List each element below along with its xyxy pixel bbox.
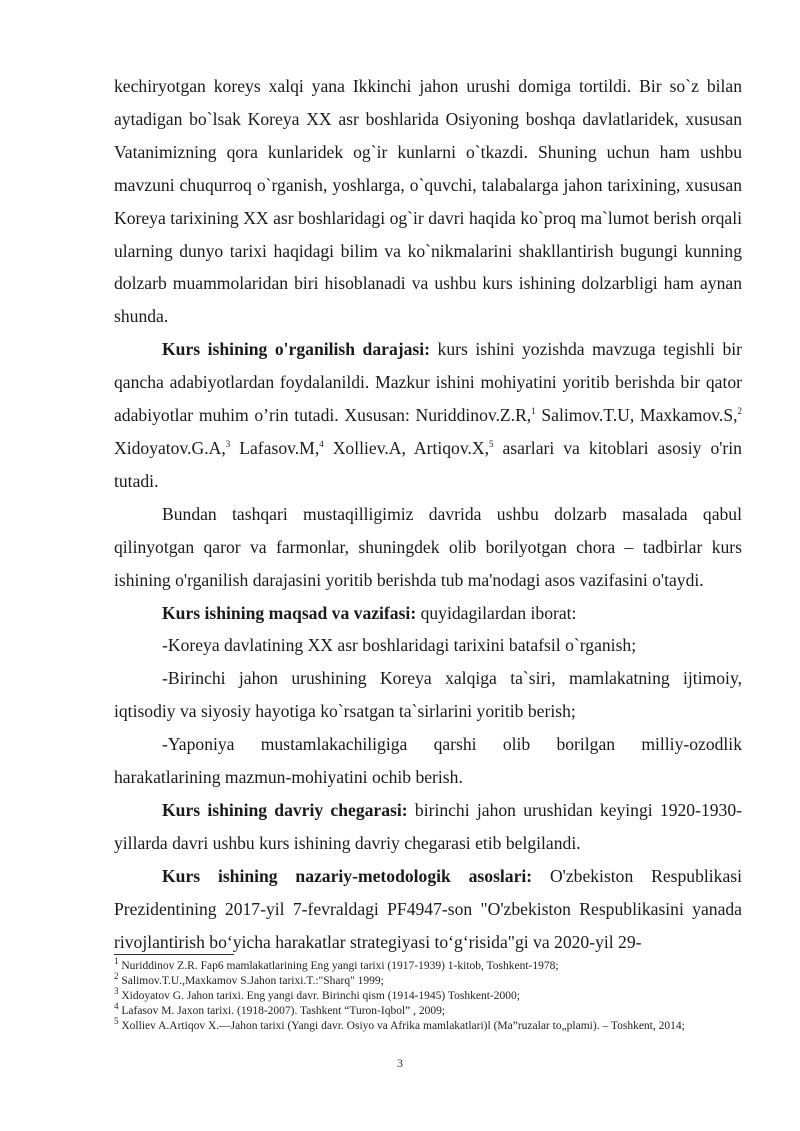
goal-item-3: -Yaponiya mustamlakachiligiga qarshi olib borilgan milliy-ozodlik harakatlarining mazmun-mohiyatini ochib berish.: [114, 734, 742, 788]
footnote: $^1$ Nuriddinov Z.R. Fap6 mamlakatlarining Eng yangi tarixi (1917-1939) 1-kitob, Toshkent-1978;: [114, 956, 559, 972]
page-number: 3: [397, 1056, 403, 1070]
footnote-separator: [114, 954, 234, 955]
heading-study-level: Kurs ishining o'rganilish darajasi:: [162, 339, 430, 360]
paragraph-relevance: kechiryotgan koreys xalqi yana Ikkinchi jahon urushi domiga tortildi. Bir so`z bilan aytadigan bo`lsak Koreya XX asr boshlarida Osiyoning boshqa davlatlaridek, xususan Vatanimizning qora kunlaridek og`ir kunlarni o`tkazdi. Shuning uchun ham ushbu mavzuni chuqurroq o`rganish, yoshlarga, o`quvchi, talabalarga jahon tarixining, xususan Koreya tarixining XX asr boshlaridagi og`ir davri haqida ko`proq ma`lumot berish orqali ularning dunyo tarixi haqidagi bilim va ko`nikmalarini shakllantirish bugungi kunning dolzarb muammolaridan biri hisoblanadi va ushbu kurs ishining dolzarbligi ham aynan shunda.: [114, 76, 742, 327]
heading-goals: Kurs ishining maqsad va vazifasi:: [162, 602, 417, 623]
goal-item-2: -Birinchi jahon urushining Koreya xalqiga ta`siri, mamlakatning ijtimoiy, iqtisodiy va siyosiy hayotiga ko`rsatgan ta`sirlarini yoritib berish;: [114, 668, 742, 722]
footnote-ref-3: 3: [225, 439, 231, 450]
footnote-ref-5: 5: [488, 439, 494, 450]
paragraph-methodology: Kurs ishining nazariy-metodologik asoslari: O'zbekiston Respublikasi Prezidentining 2017-yil 7-fevraldagi PF4947-son "O'zbekiston Respublikasini yanada rivojlantirish bo‘yicha harakatlar strategiyasi to‘g‘risida"gi va 2020-yil 29-: [114, 865, 742, 952]
footnote: $^4$ Lafasov M. Jaxon tarixi. (1918-2007). Tashkent “Turon-Iqbol” , 2009;: [114, 1001, 446, 1017]
footnote: $^3$ Xidoyatov G. Jahon tarixi. Eng yangi davr. Birinchi qism (1914-1945) Toshkent-2000;: [114, 986, 520, 1002]
goal-item-1: -Koreya davlatining XX asr boshlaridagi tarixini batafsil o`rganish;: [162, 635, 637, 656]
footnote: $^5$ Xolliev A.Artiqov X.—Jahon tarixi (Yangi davr. Osiyo va Afrika mamlakatlari)l (Ma”ruzalar to„plami). – Toshkent, 2014;: [114, 1016, 685, 1032]
paragraph-goals: Kurs ishining maqsad va vazifasi: quyidagilardan iborat:: [162, 602, 577, 623]
paragraph-study-level: Kurs ishining o'rganilish darajasi: kurs ishini yozishda mavzuga tegishli bir qancha adabiyotlardan foydalanildi. Mazkur ishini mohiyatini yoritib berishda bir qator adabiyotlar muhim o’rin tutadi. Xususan: Nuriddinov.Z.R,$^1$ Salimov.T.U, Maxkamov.S,$^2$ Xidoyatov.G.A,$^3$ Lafasov.M,$^4$ Xolliev.A, Artiqov.X,$^5$ asarlari va kitoblari asosiy o'rin tutadi.: [114, 339, 743, 491]
paragraph-period: Kurs ishining davriy chegarasi: birinchi jahon urushidan keyingi 1920-1930-yillarda davri ushbu kurs ishining davriy chegarasi etib belgilandi.: [114, 799, 742, 853]
paragraph-decrees: Bundan tashqari mustaqilligimiz davrida ushbu dolzarb masalada qabul qilinyotgan qaror va farmonlar, shuningdek olib borilyotgan chora – tadbirlar kurs ishining o'rganilish darajasini yoritib berishda tub ma'nodagi asos vazifasini o'taydi.: [114, 503, 742, 590]
footnotes: [114, 956, 742, 1034]
footnote-ref-1: 1: [531, 406, 536, 417]
main-text: [114, 70, 742, 958]
footnote: $^2$ Salimov.T.U.,Maxkamov S.Jahon tarixi.T.:"Sharq" 1999;: [114, 971, 384, 987]
heading-methodology: Kurs ishining nazariy-metodologik asoslari:: [162, 865, 533, 886]
footnote-ref-4: 4: [319, 439, 324, 450]
footnote-ref-2: 2: [737, 406, 743, 417]
heading-period: Kurs ishining davriy chegarasi:: [162, 799, 408, 820]
